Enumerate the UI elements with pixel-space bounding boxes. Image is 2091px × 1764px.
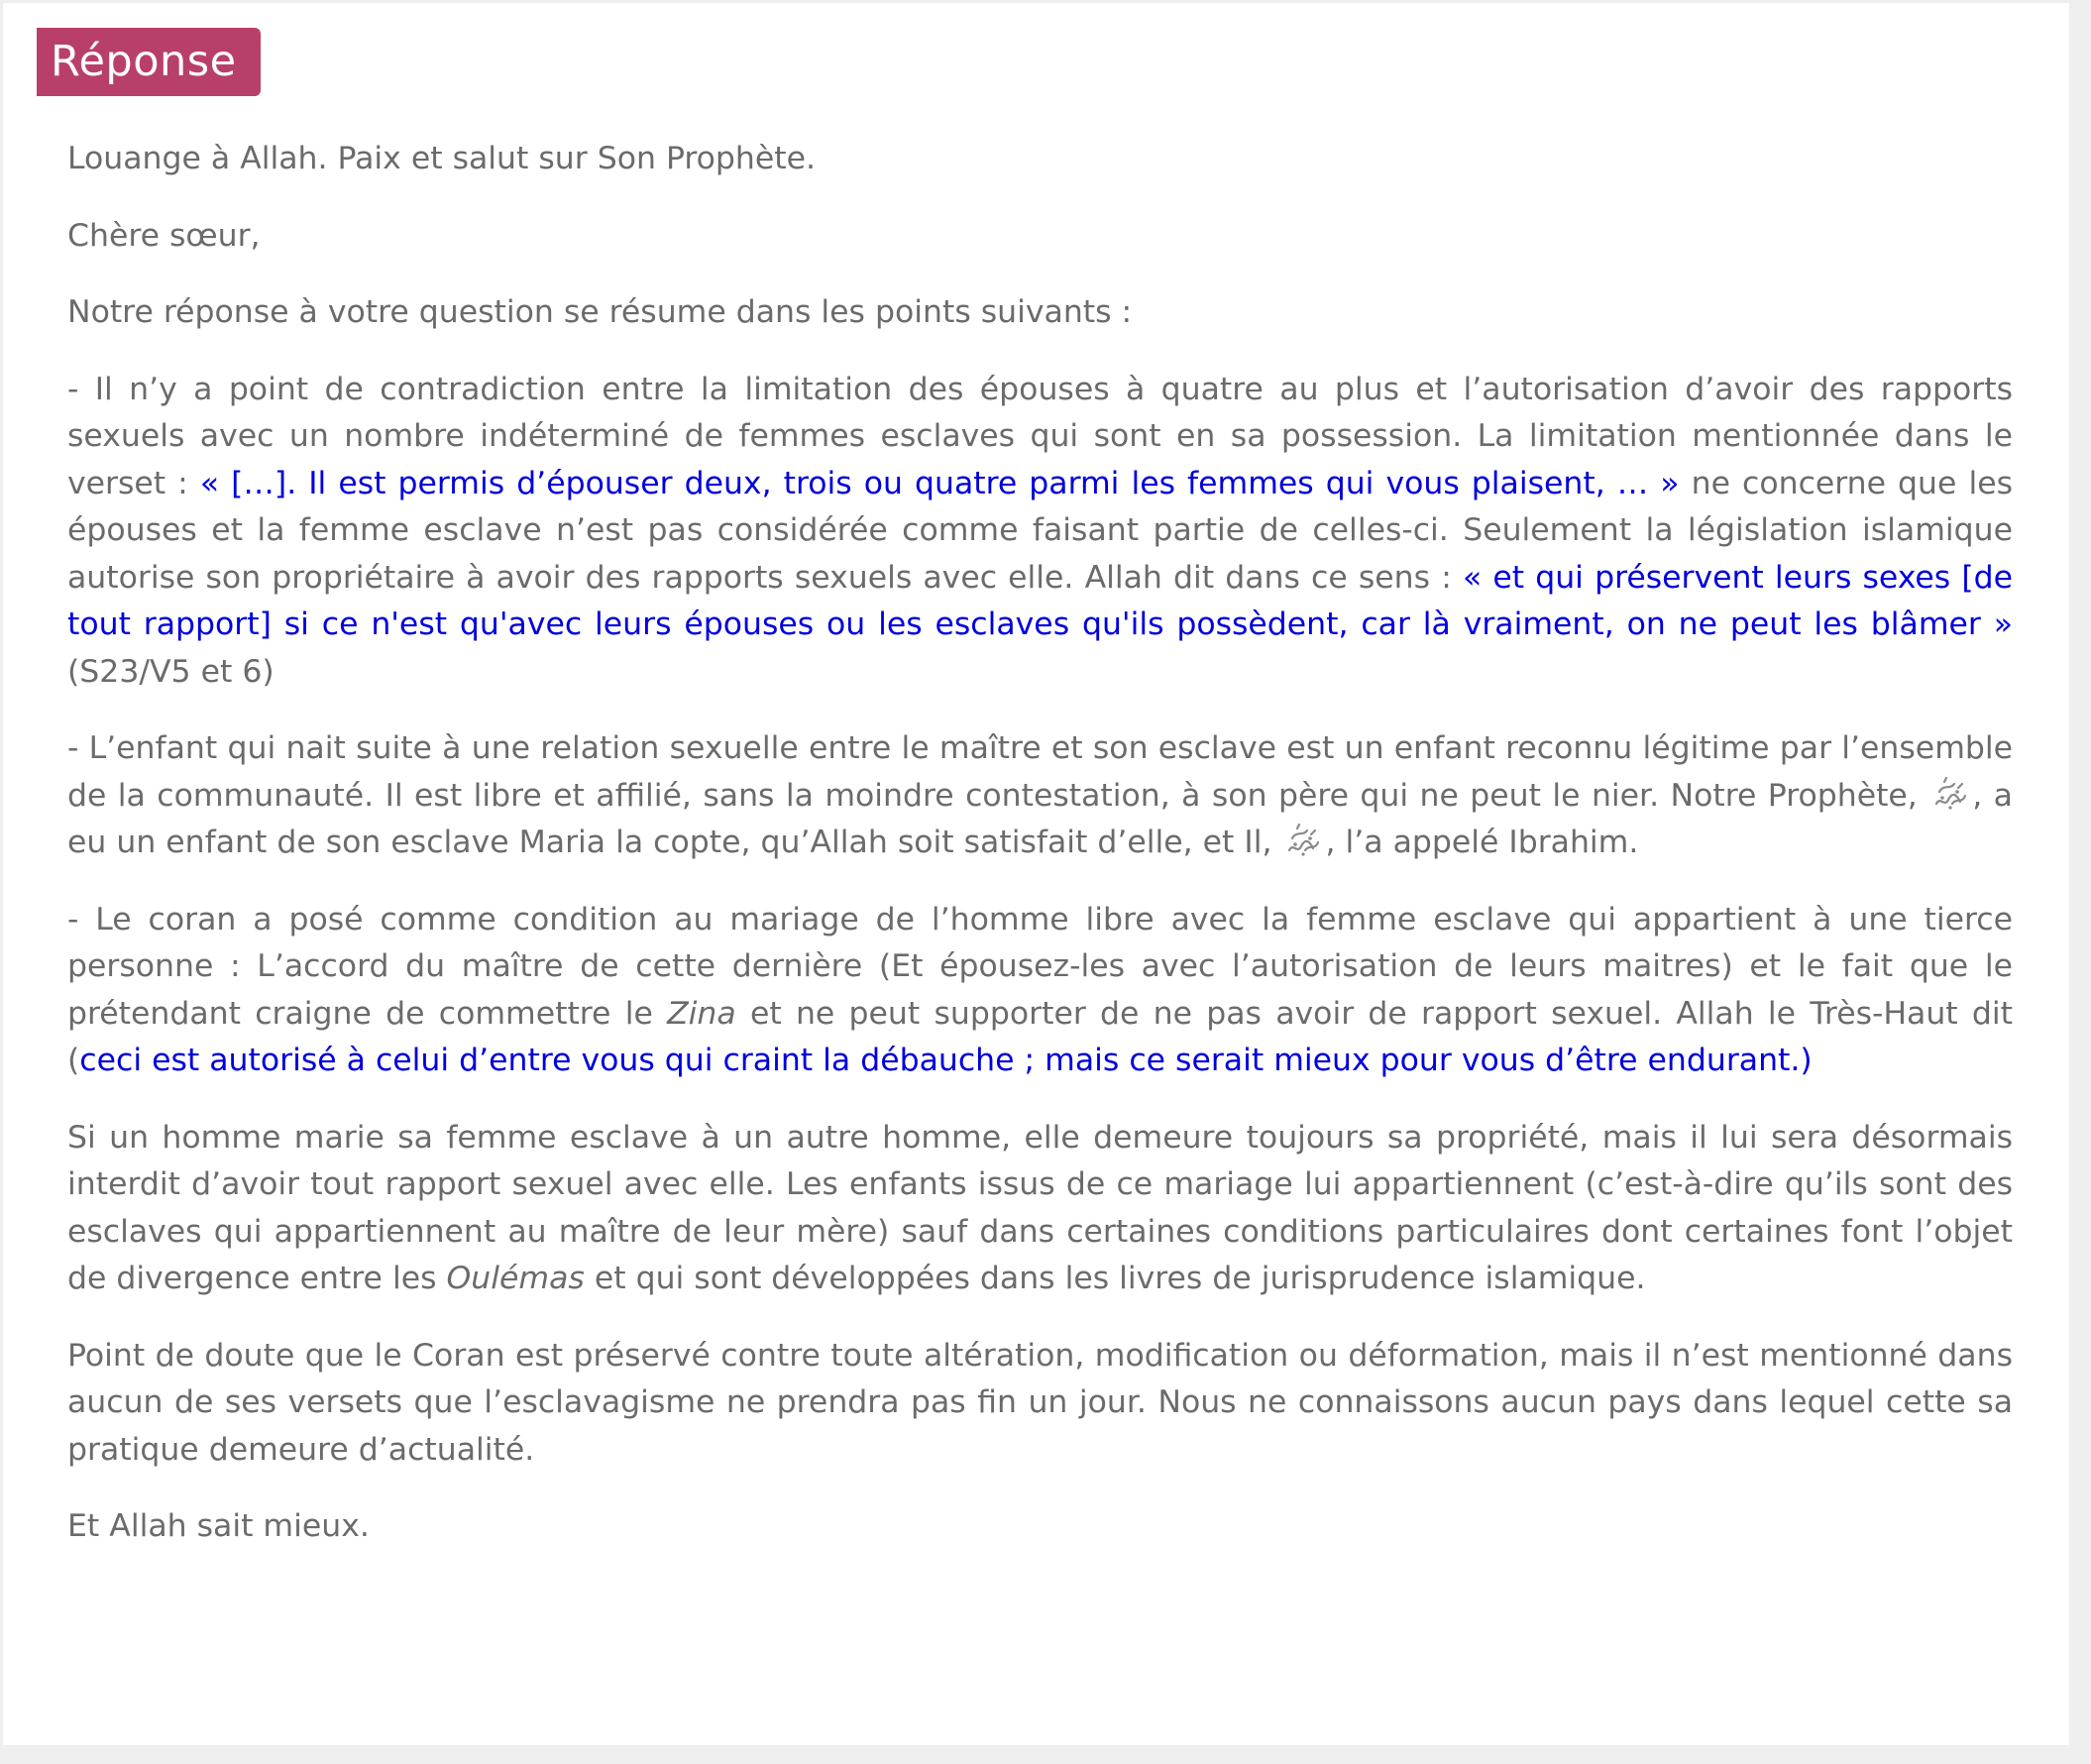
text-segment: Si un homme marie sa femme esclave à un autre homme, elle demeure toujours sa propriété, mais il lui sera désormais interdit d’avoir tout rapport sexuel avec elle. Les enfants issus de ce mariage lui appartiennent (c’est-à-dire qu’ils sont des esclaves qui appartiennent au maître de leur mère) sauf dans certaines conditions particulaires dont certaines font l’objet de divergence entre les	[67, 1119, 2013, 1296]
salutation-calligraphy-icon	[1930, 774, 1970, 814]
text-segment: ne concerne que les épouses et la femme esclave n’est pas considérée comme faisant partie de celles-ci. Seulement la législation islamique autorise son propriétaire à avoir des rapports sexuels avec elle. Allah dit dans ce sens :	[67, 465, 2013, 596]
ownership-paragraph	[67, 1115, 2013, 1303]
closing-paragraph: Et Allah sait mieux.	[67, 1508, 370, 1544]
text-segment: - Il n’y a point de contradiction entre la limitation des épouses à quatre au plus et l’autorisation d’avoir des rapports sexuels avec un nombre indéterminé de femmes esclaves qui sont en sa possession. La limitation mentionnée dans le verset :	[67, 371, 2013, 501]
answer-body	[67, 136, 2013, 1581]
quran-quote: « et qui préservent leurs sexes [de tout rapport] si ce n'est qu'avec leurs épouses ou les esclaves qu'ils possèdent, car là vraiment, on ne peut les blâmer »	[67, 559, 2014, 642]
point-child-paragraph	[67, 725, 2013, 867]
italic-term: Oulémas	[446, 1261, 585, 1296]
answer-card	[3, 3, 2069, 1745]
greeting-paragraph: Louange à Allah. Paix et salut sur Son Prophète.	[67, 141, 817, 176]
point-limitation-paragraph	[67, 367, 2013, 697]
coran-paragraph: Point de doute que le Coran est préservé contre toute altération, modification ou déformation, mais il n’est mentionné dans aucun de ses versets que l’esclavagisme ne prendra pas fin un jour. Nous ne connaissons aucun pays dans lequel cette sa pratique demeure d’actualité.	[67, 1337, 2013, 1468]
text-segment: , l’a appelé Ibrahim.	[1325, 825, 1639, 860]
italic-term: Zina	[667, 995, 736, 1032]
salutation-calligraphy-icon	[1283, 821, 1323, 860]
response-badge: Réponse	[37, 28, 261, 96]
verse-reference: (S23/V5 et 6)	[67, 653, 275, 690]
text-segment: - L’enfant qui nait suite à une relation sexuelle entre le maître et son esclave est un enfant reconnu légitime par l’ensemble de la communauté. Il est libre et affilié, sans la moindre contestation, à son père qui ne peut le nier. Notre Prophète,	[67, 730, 2013, 814]
text-segment: et ne peut supporter de ne pas avoir de rapport sexuel. Allah le Très-Haut dit (	[67, 995, 2014, 1078]
intro-paragraph: Notre réponse à votre question se résume dans les points suivants :	[67, 294, 1133, 330]
quran-quote: ceci est autorisé à celui d’entre vous qui craint la débauche ; mais ce serait mieux pour vous d’être endurant.)	[79, 1043, 1813, 1078]
salutation-paragraph: Chère sœur,	[67, 217, 261, 254]
text-segment: et qui sont développées dans les livres de jurisprudence islamique.	[584, 1261, 1646, 1296]
point-marriage-paragraph	[67, 897, 2013, 1085]
text-segment: , a eu un enfant de son esclave Maria la copte, qu’Allah soit satisfait d’elle, et Il,	[67, 777, 2013, 860]
quran-quote: « […]. Il est permis d’épouser deux, trois ou quatre parmi les femmes qui vous plaisent, … »	[199, 465, 1680, 501]
text-segment: - Le coran a posé comme condition au mariage de l’homme libre avec la femme esclave qui appartient à une tierce personne : L’accord du maître de cette dernière (Et épousez-les avec l’autorisation de leurs maitres) et le fait que le prétendant craigne de commettre le	[67, 901, 2013, 1032]
